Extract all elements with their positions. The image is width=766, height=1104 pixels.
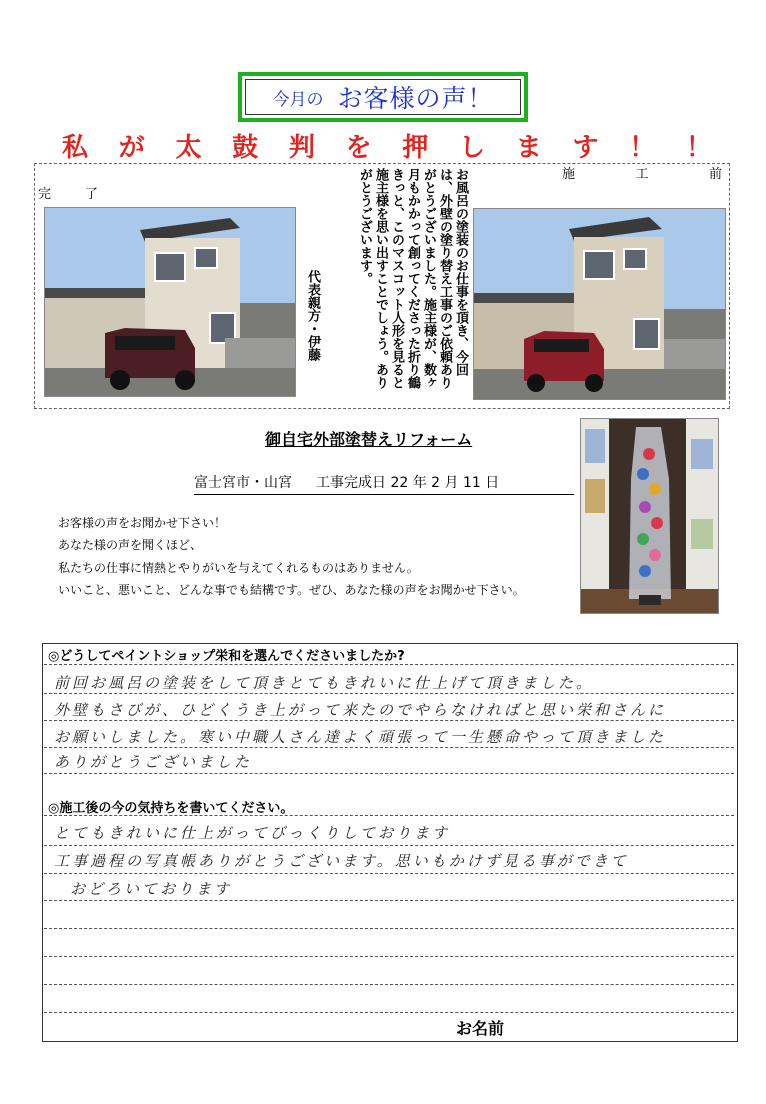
form-line [44,747,734,748]
before-label-char: 施 [562,167,576,182]
answer-1-line: 前回お風呂の塗装をして頂きとてもきれいに仕上げて頂きました。 [54,674,595,692]
owner-signature: 代表親方・伊藤 [305,270,320,361]
headline-char: ま [515,132,542,163]
after-photo [44,207,296,397]
intro-line: いいこと、悪いこと、どんな事でも結構です。ぜひ、あなた様の声をお聞かせ下さい。 [58,583,525,597]
form-line [44,664,734,665]
intro-line: 私たちの仕事に情熱とやりがいを与えてくれるものはありません。 [58,561,419,575]
before-label-char: 前 [708,167,722,182]
answer-2-line: とてもきれいに仕上がってびっくりしております [54,824,451,842]
headline-char: 太 [175,132,202,163]
form-line [44,928,734,929]
form-line [44,693,734,694]
form-line [44,900,734,901]
answer-2-line: 工事過程の写真帳ありがとうございます。思いもかけず見る事ができて [54,852,629,870]
form-line [44,815,734,816]
title-inner-frame [245,79,521,115]
headline-char: 判 [288,132,315,163]
after-label-char: 了 [84,187,98,202]
headline-char: が [118,132,145,163]
before-label [562,163,722,182]
mascot-photo [580,418,719,614]
project-details [194,472,574,495]
headline-char: を [345,132,372,163]
answer-1-line: 外壁もさびが、ひどくうき上がって来たのでやらなければと思い栄和さんに [54,701,667,719]
title-prefix: 今月の [272,89,324,110]
headline-char: し [459,132,486,163]
headline-char: 鼓 [232,132,259,163]
intro-line: あなた様の声を聞くほど、 [58,538,203,552]
answer-2-line: おどろいております [70,880,233,898]
before-photo [473,208,726,400]
headline-char: ！ [685,132,712,163]
form-line [44,984,734,985]
form-line [44,1012,734,1013]
form-line [44,773,734,774]
question-1: ◎どうしてペイントショップ栄和を選んでくださいましたか? [48,649,405,664]
project-location: 富士宮市・山宮 [194,475,292,491]
form-line [44,956,734,957]
headline-char: 私 [62,132,89,163]
answer-1-line: ありがとうございました [54,753,253,771]
headline-char: ！ [629,132,656,163]
answer-1-line: お願いしました。寒い中職人さん達よく頑張って一生懸命やって頂きました [54,728,667,746]
title-box [238,72,528,122]
project-title: 御自宅外部塗替えリフォーム [265,430,473,449]
headline-char: す [572,132,599,163]
form-line [44,873,734,874]
project-completion: 工事完成日 22 年 2 月 11 日 [316,475,500,491]
form-line [44,845,734,846]
before-label-char: 工 [635,167,649,182]
intro-line: お客様の声をお聞かせ下さい！ [58,516,227,530]
headline [62,128,712,162]
after-label [38,183,98,202]
form-line [44,720,734,721]
question-2: ◎施工後の今の気持ちを書いてください。 [48,801,294,816]
headline-char: 押 [402,132,429,163]
page-title: お客様の声！ [337,84,494,113]
owner-message: お風呂の塗装のお仕事を頂き、今回は、外壁の塗り替え工事のご依頼ありがとうございました。施主様が、数ヶ月もかかって創ってくださった折り鶴きっと、このマスコット人形を見ると施主様を思い出すことでしょう。ありがとうございます。 [357,168,468,389]
after-label-char: 完 [38,187,52,202]
name-label: お名前 [456,1019,505,1038]
